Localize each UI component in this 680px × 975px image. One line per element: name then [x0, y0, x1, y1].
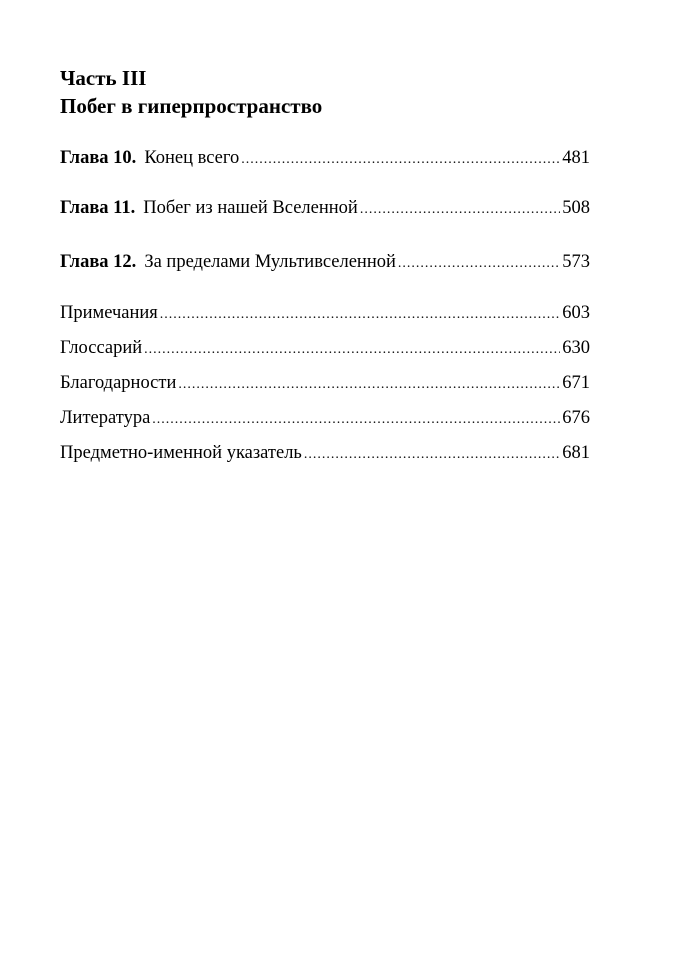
toc-entry-acknowledgements — [60, 371, 590, 397]
dot-leader — [144, 338, 560, 362]
chapter-title: Конец всего — [144, 148, 240, 168]
dot-leader — [398, 252, 560, 276]
toc-entry-index — [60, 441, 590, 467]
dot-leader — [152, 408, 560, 432]
page-number: 481 — [562, 148, 590, 168]
toc-entry-chapter-12 — [60, 250, 590, 276]
toc-entry-chapter-10 — [60, 146, 590, 172]
toc-entry-glossary — [60, 336, 590, 362]
dot-leader — [160, 303, 560, 327]
page-number: 630 — [562, 338, 590, 358]
toc-entry-chapter-11 — [60, 196, 590, 222]
page-number: 671 — [562, 373, 590, 393]
entry-title: Глоссарий — [60, 338, 143, 358]
entry-title: Литература — [60, 408, 151, 428]
dot-leader — [304, 443, 560, 467]
dot-leader — [241, 148, 560, 172]
chapter-title: За пределами Мультивселенной — [144, 252, 396, 272]
chapter-label: Глава 10. — [60, 148, 137, 168]
toc-page — [60, 64, 590, 467]
page-number: 603 — [562, 303, 590, 323]
entry-title: Благодарности — [60, 373, 177, 393]
toc-entry-literature — [60, 406, 590, 432]
part-title: Побег в гиперпространство — [60, 94, 323, 118]
chapter-label: Глава 12. — [60, 252, 137, 272]
chapter-label: Глава 11. — [60, 198, 136, 218]
entry-title: Примечания — [60, 303, 158, 323]
page-number: 508 — [562, 198, 590, 218]
page-number: 681 — [562, 443, 590, 463]
dot-leader — [178, 373, 560, 397]
part-label: Часть III — [60, 66, 147, 90]
page-number: 573 — [562, 252, 590, 272]
dot-leader — [360, 198, 560, 222]
chapter-title: Побег из нашей Вселенной — [143, 198, 358, 218]
toc-entry-notes — [60, 301, 590, 327]
page-number: 676 — [562, 408, 590, 428]
entry-title: Предметно-именной указатель — [60, 443, 302, 463]
